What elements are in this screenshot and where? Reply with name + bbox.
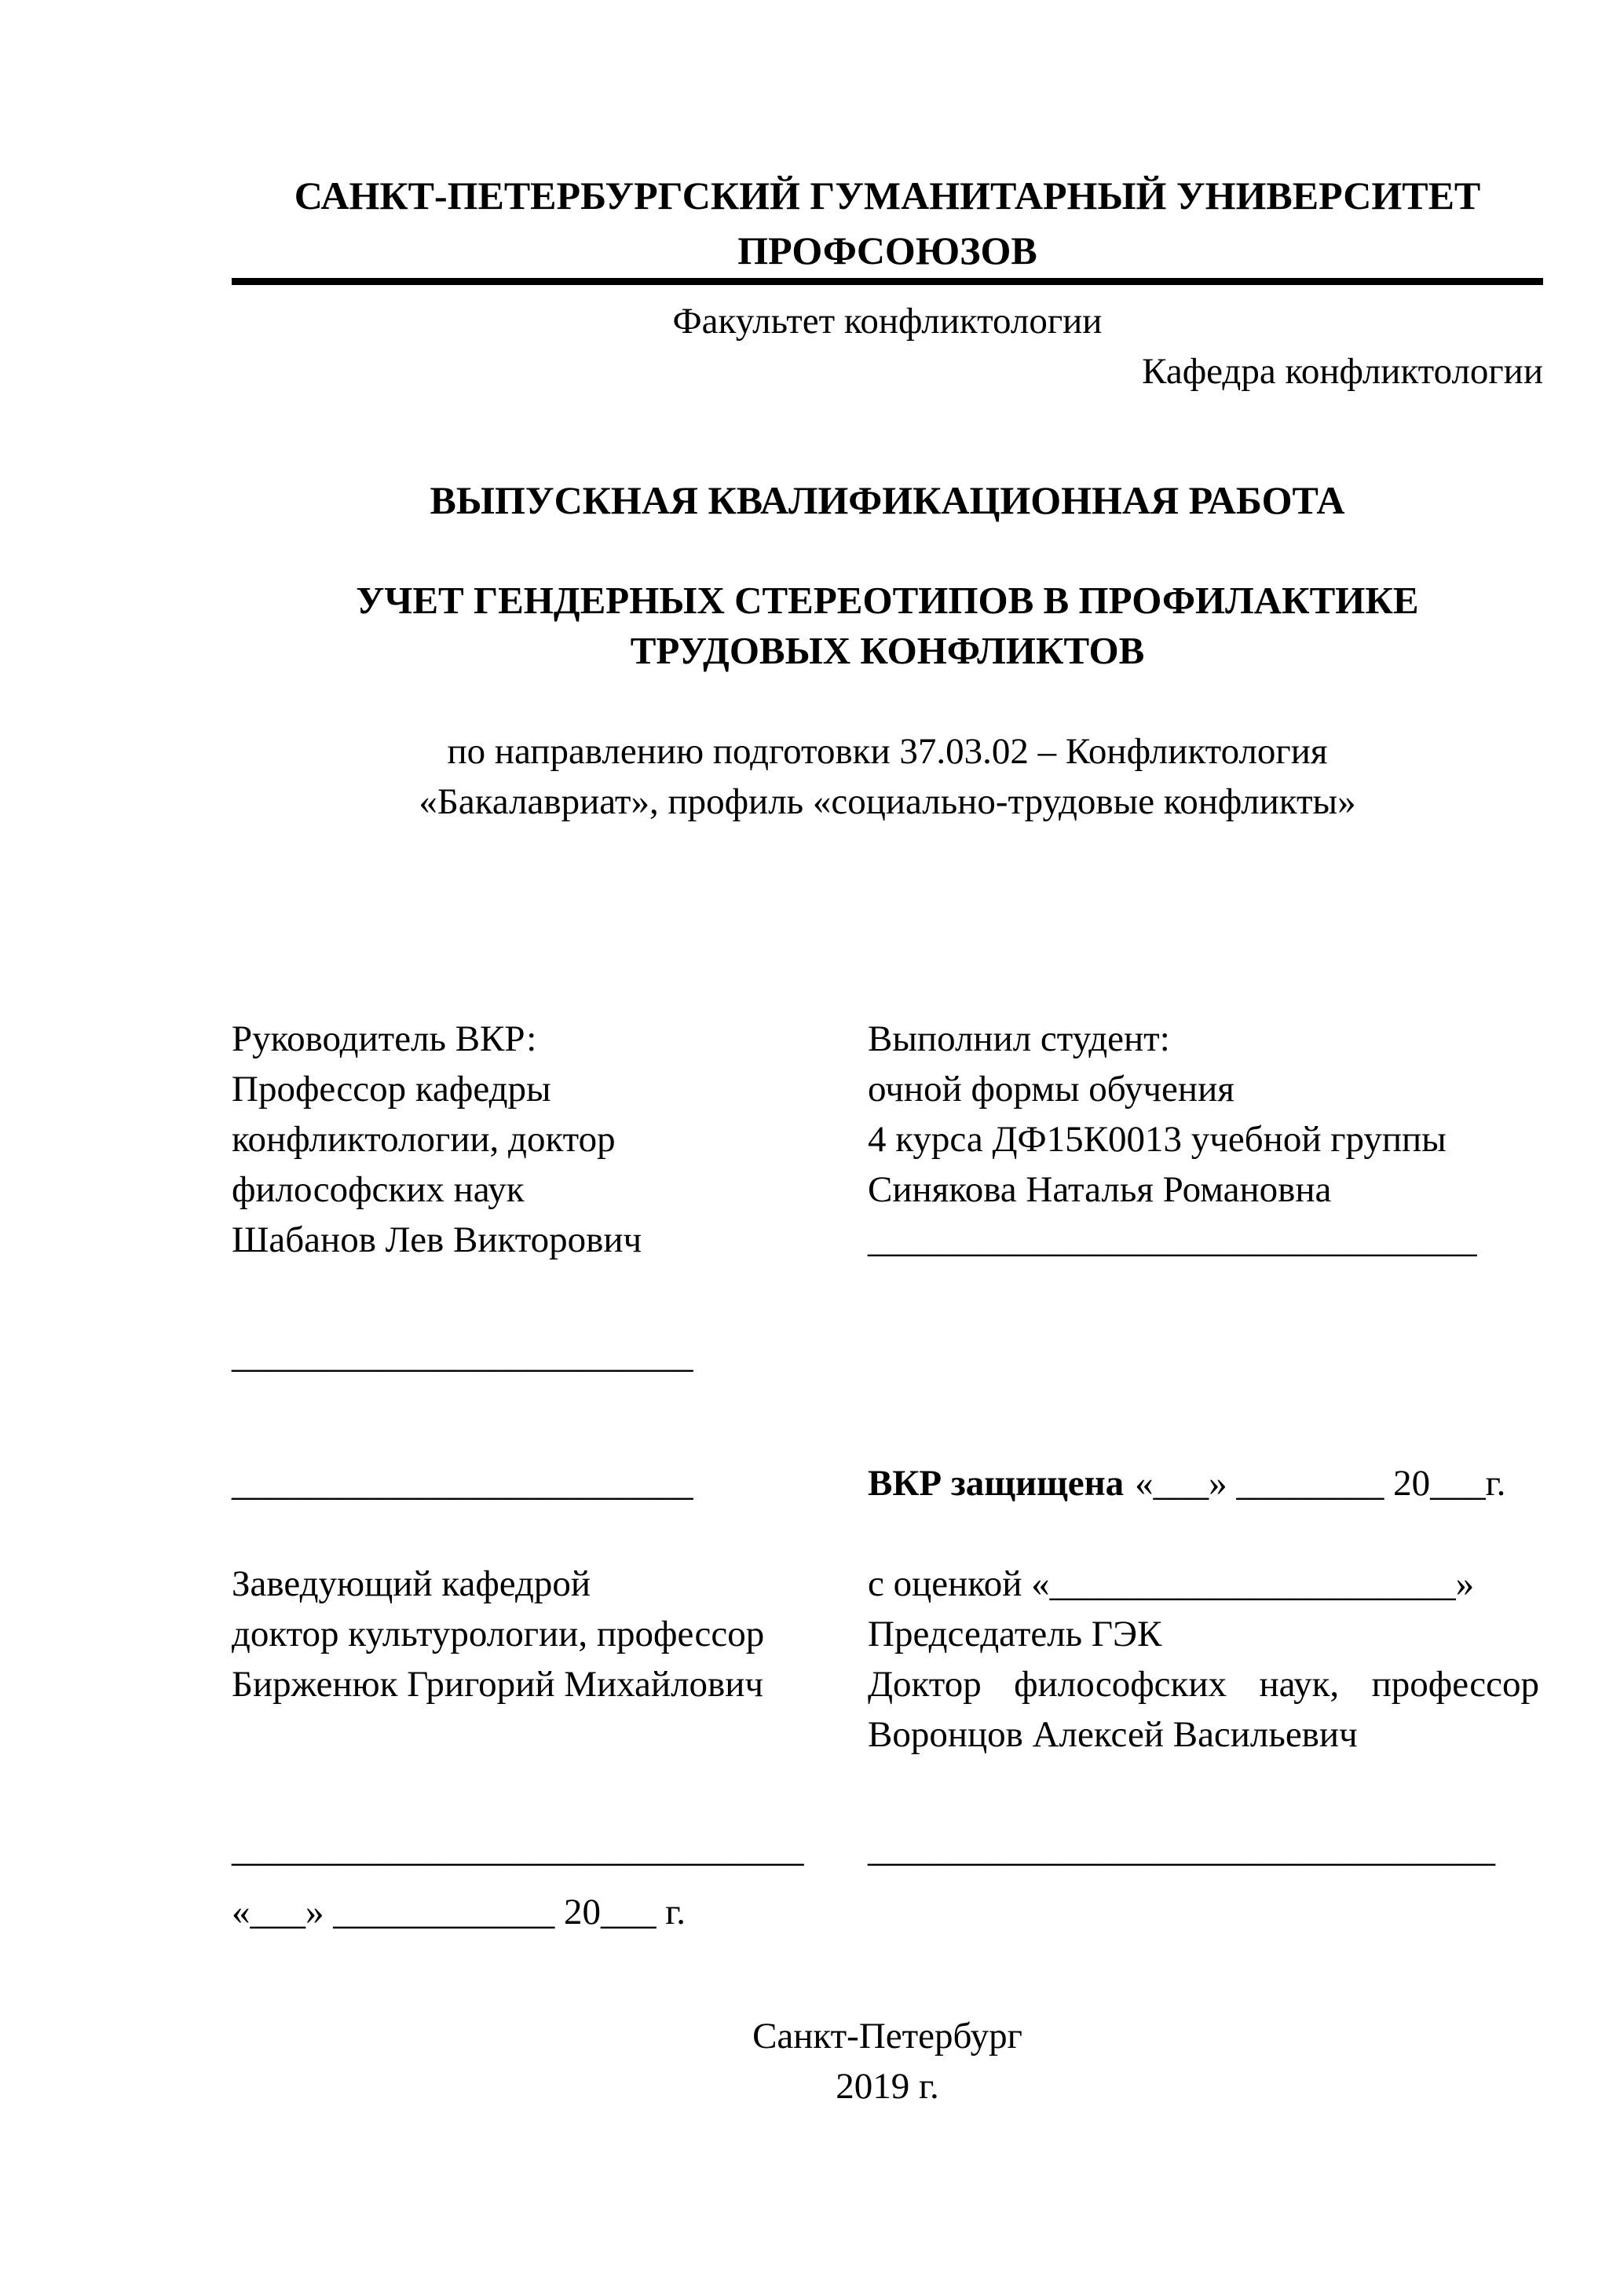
supervisor-signature-line-2: _________________________ bbox=[232, 1463, 693, 1504]
supervisor-position-line2: конфликтологии, доктор bbox=[232, 1119, 616, 1160]
gek-chairman-degree: Доктор философских наук, профессор bbox=[868, 1664, 1539, 1705]
program-line2: «Бакалавриат», профиль «социально-трудовые конфликты» bbox=[419, 781, 1356, 822]
department-head-signature-line: _______________________________ bbox=[232, 1829, 804, 1870]
defense-defended-line bbox=[868, 1458, 1539, 1508]
defense-defended-label: ВКР защищена bbox=[868, 1463, 1125, 1504]
supervisor-signature-line-1: _________________________ bbox=[232, 1335, 693, 1376]
topic-title-line1: УЧЕТ ГЕНДЕРНЫХ СТЕРЕОТИПОВ В ПРОФИЛАКТИКЕ bbox=[356, 579, 1419, 622]
university-name-line2: ПРОФСОЮЗОВ bbox=[737, 229, 1037, 272]
department-head-date-line: «___» ____________ 20___ г. bbox=[232, 1892, 686, 1932]
faculty-line: Факультет конфликтологии bbox=[672, 301, 1103, 342]
work-type-heading: ВЫПУСКНАЯ КВАЛИФИКАЦИОННАЯ РАБОТА bbox=[430, 478, 1345, 522]
signatures-section bbox=[232, 1014, 1543, 1937]
supervisor-position-line3: философских наук bbox=[232, 1169, 525, 1210]
department-head-name: Бирженюк Григорий Михайлович bbox=[232, 1664, 764, 1705]
defense-defended-blanks: «___» ________ 20___г. bbox=[1135, 1463, 1506, 1504]
defense-grade-line: с оценкой «______________________» bbox=[868, 1563, 1475, 1604]
student-group: 4 курса ДФ15К0013 учебной группы bbox=[868, 1119, 1447, 1160]
gek-signature-line: __________________________________ bbox=[868, 1829, 1495, 1870]
student-signature-line: _________________________________ bbox=[868, 1219, 1477, 1260]
university-name-line1: САНКТ-ПЕТЕРБУРГСКИЙ ГУМАНИТАРНЫЙ УНИВЕРСИТЕТ bbox=[294, 174, 1481, 218]
department-line: Кафедра конфликтологии bbox=[1142, 351, 1543, 392]
gek-chairman-name: Воронцов Алексей Васильевич bbox=[868, 1714, 1358, 1755]
gek-chairman-label: Председатель ГЭК bbox=[868, 1614, 1162, 1654]
program-line1: по направлению подготовки 37.03.02 – Конфликтология bbox=[447, 731, 1328, 772]
student-study-form: очной формы обучения bbox=[868, 1069, 1234, 1110]
student-label: Выполнил студент: bbox=[868, 1018, 1170, 1059]
supervisor-name: Шабанов Лев Викторович bbox=[232, 1219, 642, 1260]
header-divider-rule bbox=[232, 278, 1543, 285]
supervisor-position-line1: Профессор кафедры bbox=[232, 1069, 551, 1110]
supervisor-label: Руководитель ВКР: bbox=[232, 1018, 537, 1059]
student-name: Синякова Наталья Романовна bbox=[868, 1169, 1332, 1210]
footer-year: 2019 г. bbox=[836, 2066, 939, 2107]
department-head-label: Заведующий кафедрой bbox=[232, 1563, 591, 1604]
footer-city: Санкт-Петербург bbox=[752, 2016, 1022, 2057]
department-head-degree: доктор культурологии, профессор bbox=[232, 1614, 765, 1654]
topic-title-line2: ТРУДОВЫХ КОНФЛИКТОВ bbox=[630, 629, 1145, 672]
